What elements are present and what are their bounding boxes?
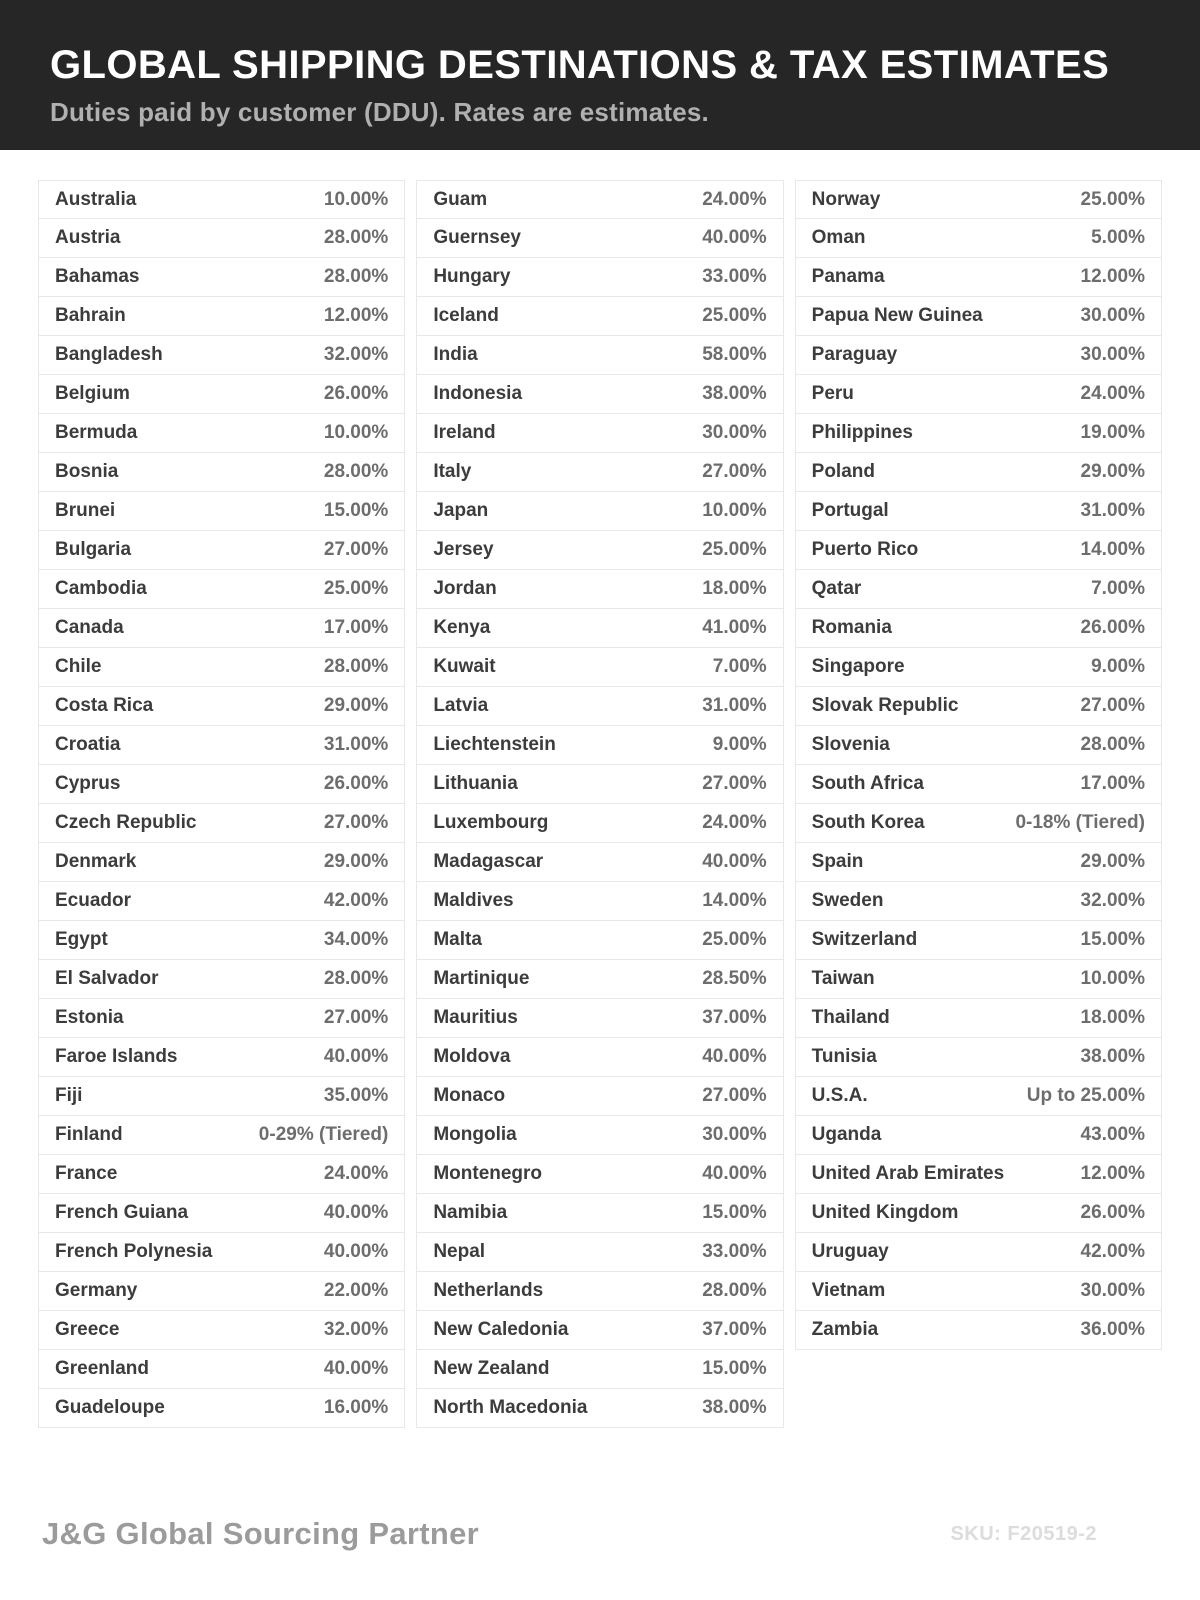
rate-row xyxy=(416,1311,783,1350)
rate-row xyxy=(416,1077,783,1116)
rate-row xyxy=(416,765,783,804)
page-title: GLOBAL SHIPPING DESTINATIONS & TAX ESTIMATES xyxy=(50,42,1110,87)
rate-row xyxy=(38,1038,405,1077)
tax-rate: 14.00% xyxy=(1080,539,1145,560)
rate-row xyxy=(795,765,1162,804)
country-name: South Korea xyxy=(811,812,925,833)
rate-row xyxy=(38,531,405,570)
country-name: Moldova xyxy=(433,1046,511,1067)
rate-row xyxy=(38,843,405,882)
rate-row xyxy=(38,1077,405,1116)
rate-row xyxy=(795,960,1162,999)
tax-rate: 38.00% xyxy=(702,383,767,404)
tax-rate: 32.00% xyxy=(323,1319,389,1340)
rate-row xyxy=(795,375,1162,414)
tax-rate: 37.00% xyxy=(702,1319,767,1340)
country-name: French Polynesia xyxy=(55,1241,213,1262)
rate-row xyxy=(795,492,1162,531)
rate-row xyxy=(795,258,1162,297)
tax-rate: 31.00% xyxy=(702,695,767,716)
country-name: Qatar xyxy=(811,578,862,599)
country-name: Latvia xyxy=(433,695,489,716)
country-name: Kuwait xyxy=(433,656,496,677)
country-name: U.S.A. xyxy=(811,1085,868,1106)
rate-row xyxy=(38,453,405,492)
rate-row xyxy=(416,648,783,687)
tax-rate: 19.00% xyxy=(1080,422,1145,443)
country-name: Lithuania xyxy=(433,773,518,794)
country-name: Chile xyxy=(55,656,102,677)
tax-rate: 28.00% xyxy=(323,656,389,677)
country-name: Bermuda xyxy=(55,422,138,443)
country-name: Hungary xyxy=(433,266,511,287)
country-name: Slovenia xyxy=(811,734,890,755)
tax-rate: 40.00% xyxy=(702,1163,767,1184)
country-name: Slovak Republic xyxy=(811,695,959,716)
rate-row xyxy=(416,999,783,1038)
rates-table xyxy=(0,150,1200,1428)
tax-rate: 29.00% xyxy=(1080,461,1145,482)
country-name: Fiji xyxy=(55,1085,83,1106)
tax-rate: 24.00% xyxy=(1080,383,1145,404)
tax-rate: 17.00% xyxy=(323,617,389,638)
rate-row xyxy=(38,492,405,531)
tax-rate: 27.00% xyxy=(323,812,389,833)
rate-row xyxy=(416,1350,783,1389)
country-name: Indonesia xyxy=(433,383,523,404)
country-name: Montenegro xyxy=(433,1163,543,1184)
rate-row xyxy=(795,414,1162,453)
tax-rate: 17.00% xyxy=(1080,773,1145,794)
tax-rate: 25.00% xyxy=(702,539,767,560)
rate-row xyxy=(416,687,783,726)
country-name: Cambodia xyxy=(55,578,147,599)
tax-rate: 40.00% xyxy=(323,1241,389,1262)
country-name: Canada xyxy=(55,617,124,638)
tax-rate: 15.00% xyxy=(702,1358,767,1379)
tax-rate: 15.00% xyxy=(1080,929,1145,950)
rate-row xyxy=(795,804,1162,843)
rate-row xyxy=(416,570,783,609)
rate-row xyxy=(38,882,405,921)
country-name: Panama xyxy=(811,266,885,287)
rate-row xyxy=(416,336,783,375)
country-name: Jersey xyxy=(433,539,494,560)
country-name: North Macedonia xyxy=(433,1397,588,1418)
tax-rate: 58.00% xyxy=(702,344,767,365)
country-name: Switzerland xyxy=(811,929,918,950)
rate-row xyxy=(416,1038,783,1077)
rate-row xyxy=(416,414,783,453)
tax-rate: 10.00% xyxy=(323,422,389,443)
tax-rate: 28.00% xyxy=(1080,734,1145,755)
country-name: Maldives xyxy=(433,890,514,911)
country-name: Guam xyxy=(433,188,488,210)
country-name: Bosnia xyxy=(55,461,119,482)
country-name: El Salvador xyxy=(55,968,159,989)
tax-rate: 42.00% xyxy=(323,890,389,911)
tax-rate: 27.00% xyxy=(702,773,767,794)
country-name: Poland xyxy=(811,461,875,482)
rate-row xyxy=(38,414,405,453)
rate-row xyxy=(38,1272,405,1311)
country-name: India xyxy=(433,344,478,365)
rate-row xyxy=(795,219,1162,258)
tax-rate: 34.00% xyxy=(323,929,389,950)
rates-column-1 xyxy=(38,180,405,1428)
rate-row xyxy=(795,687,1162,726)
rate-row xyxy=(795,1077,1162,1116)
country-name: Iceland xyxy=(433,305,499,326)
rate-row xyxy=(38,1350,405,1389)
country-name: Mongolia xyxy=(433,1124,517,1145)
tax-rate: 10.00% xyxy=(323,188,389,210)
rate-row xyxy=(795,1038,1162,1077)
rate-row xyxy=(38,375,405,414)
country-name: Costa Rica xyxy=(55,695,154,716)
tax-rate: 7.00% xyxy=(1091,578,1145,599)
tax-rate: 40.00% xyxy=(702,1046,767,1067)
tax-rate: 18.00% xyxy=(702,578,767,599)
country-name: Bahamas xyxy=(55,266,140,287)
tax-rate: 30.00% xyxy=(1080,344,1145,365)
country-name: United Kingdom xyxy=(811,1202,959,1223)
tax-rate: 16.00% xyxy=(323,1397,389,1418)
tax-rate: 5.00% xyxy=(1091,227,1145,248)
tax-rate: 29.00% xyxy=(1080,851,1145,872)
rate-row xyxy=(416,804,783,843)
tax-rate: 41.00% xyxy=(702,617,767,638)
country-name: France xyxy=(55,1163,118,1184)
tax-rate: 40.00% xyxy=(702,851,767,872)
rate-row xyxy=(38,180,405,219)
tax-rate: 32.00% xyxy=(323,344,389,365)
rate-row xyxy=(38,1155,405,1194)
country-name: Estonia xyxy=(55,1007,124,1028)
tax-rate: 29.00% xyxy=(323,851,389,872)
country-name: Paraguay xyxy=(811,344,898,365)
tax-rate: 33.00% xyxy=(702,266,767,287)
country-name: Namibia xyxy=(433,1202,508,1223)
tax-rate: 24.00% xyxy=(702,188,767,210)
country-name: Philippines xyxy=(811,422,914,443)
country-name: Austria xyxy=(55,227,121,248)
country-name: Kenya xyxy=(433,617,491,638)
rate-row xyxy=(416,1116,783,1155)
rate-row xyxy=(795,726,1162,765)
rate-row xyxy=(416,297,783,336)
rate-row xyxy=(38,1389,405,1428)
tax-rate: 42.00% xyxy=(1080,1241,1145,1262)
footer xyxy=(42,1516,1097,1552)
country-name: Germany xyxy=(55,1280,138,1301)
tax-rate: 15.00% xyxy=(702,1202,767,1223)
tax-rate: 28.00% xyxy=(323,227,389,248)
country-name: New Zealand xyxy=(433,1358,550,1379)
tax-rate: 25.00% xyxy=(702,929,767,950)
country-name: Thailand xyxy=(811,1007,890,1028)
country-name: Bulgaria xyxy=(55,539,132,560)
rate-row xyxy=(38,609,405,648)
country-name: Liechtenstein xyxy=(433,734,556,755)
tax-rate: 28.00% xyxy=(323,266,389,287)
rate-row xyxy=(795,1194,1162,1233)
rate-row xyxy=(795,1155,1162,1194)
tax-rate: 27.00% xyxy=(323,1007,389,1028)
country-name: Greenland xyxy=(55,1358,149,1379)
tax-rate: 30.00% xyxy=(1080,305,1145,326)
rate-row xyxy=(795,1233,1162,1272)
rates-column-3 xyxy=(795,180,1162,1350)
tax-rate: 30.00% xyxy=(702,422,767,443)
tax-rate: 26.00% xyxy=(1080,617,1145,638)
country-name: United Arab Emirates xyxy=(811,1163,1005,1184)
rate-row xyxy=(416,921,783,960)
country-name: Cyprus xyxy=(55,773,121,794)
country-name: Monaco xyxy=(433,1085,506,1106)
tax-rate: 38.00% xyxy=(702,1397,767,1418)
tax-rate: 29.00% xyxy=(323,695,389,716)
rate-row xyxy=(38,297,405,336)
tax-rate: 36.00% xyxy=(1080,1319,1145,1340)
tax-rate: 35.00% xyxy=(323,1085,389,1106)
rate-row xyxy=(38,570,405,609)
country-name: Luxembourg xyxy=(433,812,549,833)
rate-row xyxy=(416,531,783,570)
tax-rate: 27.00% xyxy=(702,461,767,482)
rate-row xyxy=(38,1233,405,1272)
tax-rate: 25.00% xyxy=(702,305,767,326)
rate-row xyxy=(795,882,1162,921)
country-name: Nepal xyxy=(433,1241,486,1262)
country-name: Spain xyxy=(811,851,864,872)
tax-rate: 27.00% xyxy=(323,539,389,560)
tax-rate: 9.00% xyxy=(1091,656,1145,677)
rate-row xyxy=(795,1116,1162,1155)
rate-row xyxy=(38,999,405,1038)
country-name: Uganda xyxy=(811,1124,882,1145)
country-name: Jordan xyxy=(433,578,497,599)
rate-row xyxy=(795,843,1162,882)
rate-row xyxy=(38,804,405,843)
tax-rate: 37.00% xyxy=(702,1007,767,1028)
country-name: Denmark xyxy=(55,851,137,872)
rate-row xyxy=(38,1311,405,1350)
country-name: Guernsey xyxy=(433,227,521,248)
tax-rate: 26.00% xyxy=(323,383,389,404)
rate-row xyxy=(38,258,405,297)
rate-row xyxy=(416,882,783,921)
country-name: Ireland xyxy=(433,422,496,443)
rate-row xyxy=(416,375,783,414)
tax-rate: Up to 25.00% xyxy=(1026,1085,1145,1106)
rate-row xyxy=(38,726,405,765)
country-name: Taiwan xyxy=(811,968,875,989)
rate-row xyxy=(795,297,1162,336)
rate-row xyxy=(38,1194,405,1233)
rates-column-2 xyxy=(416,180,783,1428)
rate-row xyxy=(38,336,405,375)
country-name: French Guiana xyxy=(55,1202,189,1223)
brand-name: J&G Global Sourcing Partner xyxy=(42,1516,480,1551)
tax-rate: 9.00% xyxy=(712,734,767,755)
rate-row xyxy=(795,570,1162,609)
country-name: Tunisia xyxy=(811,1046,877,1067)
tax-rate: 22.00% xyxy=(323,1280,389,1301)
tax-rate: 12.00% xyxy=(1080,266,1145,287)
country-name: Brunei xyxy=(55,500,116,521)
rate-row xyxy=(795,1311,1162,1350)
country-name: Bahrain xyxy=(55,305,126,326)
rate-row xyxy=(416,453,783,492)
country-name: Guadeloupe xyxy=(55,1397,165,1418)
rate-row xyxy=(416,492,783,531)
country-name: Italy xyxy=(433,461,472,482)
tax-rate: 38.00% xyxy=(1080,1046,1145,1067)
rate-row xyxy=(795,453,1162,492)
tax-rate: 24.00% xyxy=(323,1163,389,1184)
rate-row xyxy=(416,1389,783,1428)
header-banner xyxy=(0,0,1200,150)
country-name: Puerto Rico xyxy=(811,539,919,560)
country-name: Malta xyxy=(433,929,482,950)
tax-rate: 7.00% xyxy=(712,656,767,677)
country-name: Ecuador xyxy=(55,890,132,911)
country-name: Zambia xyxy=(811,1319,879,1340)
rate-row xyxy=(416,1194,783,1233)
tax-rate: 24.00% xyxy=(702,812,767,833)
tax-rate: 40.00% xyxy=(323,1046,389,1067)
tax-rate: 40.00% xyxy=(323,1202,389,1223)
tax-rate: 28.00% xyxy=(323,968,389,989)
country-name: Norway xyxy=(811,188,881,210)
country-name: Mauritius xyxy=(433,1007,518,1028)
rate-row xyxy=(416,180,783,219)
tax-rate: 28.50% xyxy=(702,968,767,989)
country-name: Portugal xyxy=(811,500,889,521)
tax-rate: 0-18% (Tiered) xyxy=(1015,812,1145,833)
country-name: Netherlands xyxy=(433,1280,544,1301)
country-name: Croatia xyxy=(55,734,121,755)
rate-row xyxy=(795,648,1162,687)
tax-rate: 26.00% xyxy=(1080,1202,1145,1223)
country-name: Romania xyxy=(811,617,892,638)
tax-rate: 40.00% xyxy=(702,227,767,248)
sku-label: SKU: F20519-2 xyxy=(950,1522,1097,1545)
rate-row xyxy=(416,960,783,999)
country-name: Madagascar xyxy=(433,851,544,872)
tax-rate: 18.00% xyxy=(1080,1007,1145,1028)
tax-rate: 27.00% xyxy=(702,1085,767,1106)
page-subtitle: Duties paid by customer (DDU). Rates are estimates. xyxy=(50,96,709,127)
rate-row xyxy=(38,960,405,999)
country-name: New Caledonia xyxy=(433,1319,569,1340)
rate-row xyxy=(38,687,405,726)
country-name: Faroe Islands xyxy=(55,1046,178,1067)
rate-row xyxy=(416,258,783,297)
country-name: Japan xyxy=(433,500,489,521)
tax-rate: 28.00% xyxy=(323,461,389,482)
rate-row xyxy=(416,1155,783,1194)
country-name: Vietnam xyxy=(811,1280,886,1301)
rate-row xyxy=(416,1272,783,1311)
country-name: Martinique xyxy=(433,968,530,989)
country-name: Egypt xyxy=(55,929,108,950)
country-name: Singapore xyxy=(811,656,905,677)
country-name: Uruguay xyxy=(811,1241,889,1262)
tax-rate: 25.00% xyxy=(1080,188,1145,210)
rate-row xyxy=(38,765,405,804)
tax-rate: 14.00% xyxy=(702,890,767,911)
country-name: Finland xyxy=(55,1124,123,1145)
tax-rate: 10.00% xyxy=(702,500,767,521)
rate-row xyxy=(416,219,783,258)
rate-row xyxy=(795,336,1162,375)
tax-rate: 31.00% xyxy=(323,734,389,755)
country-name: Czech Republic xyxy=(55,812,197,833)
rate-row xyxy=(795,531,1162,570)
country-name: South Africa xyxy=(811,773,924,794)
rate-row xyxy=(38,1116,405,1155)
country-name: Papua New Guinea xyxy=(811,305,983,326)
rate-row xyxy=(38,921,405,960)
tax-rate: 31.00% xyxy=(1080,500,1145,521)
rate-row xyxy=(416,843,783,882)
rate-row xyxy=(795,180,1162,219)
rate-row xyxy=(38,648,405,687)
rate-row xyxy=(795,999,1162,1038)
country-name: Oman xyxy=(811,227,866,248)
country-name: Greece xyxy=(55,1319,120,1340)
tax-rate: 28.00% xyxy=(702,1280,767,1301)
rate-row xyxy=(416,1233,783,1272)
rate-row xyxy=(795,609,1162,648)
tax-rate: 27.00% xyxy=(1080,695,1145,716)
rate-row xyxy=(795,921,1162,960)
tax-rate: 12.00% xyxy=(323,305,389,326)
country-name: Australia xyxy=(55,188,137,210)
tax-rate: 32.00% xyxy=(1080,890,1145,911)
rate-row xyxy=(416,726,783,765)
country-name: Peru xyxy=(811,383,854,404)
tax-rate: 33.00% xyxy=(702,1241,767,1262)
tax-rate: 10.00% xyxy=(1080,968,1145,989)
tax-rate: 26.00% xyxy=(323,773,389,794)
tax-rate: 30.00% xyxy=(702,1124,767,1145)
tax-rate: 15.00% xyxy=(323,500,389,521)
rate-row xyxy=(416,609,783,648)
country-name: Bangladesh xyxy=(55,344,163,365)
country-name: Belgium xyxy=(55,383,130,404)
rate-row xyxy=(38,219,405,258)
tax-rate: 40.00% xyxy=(323,1358,389,1379)
country-name: Sweden xyxy=(811,890,884,911)
tax-rate: 30.00% xyxy=(1080,1280,1145,1301)
rate-row xyxy=(795,1272,1162,1311)
tax-rate: 25.00% xyxy=(323,578,389,599)
tax-rate: 0-29% (Tiered) xyxy=(258,1124,389,1145)
tax-rate: 12.00% xyxy=(1080,1163,1145,1184)
tax-rate: 43.00% xyxy=(1080,1124,1145,1145)
